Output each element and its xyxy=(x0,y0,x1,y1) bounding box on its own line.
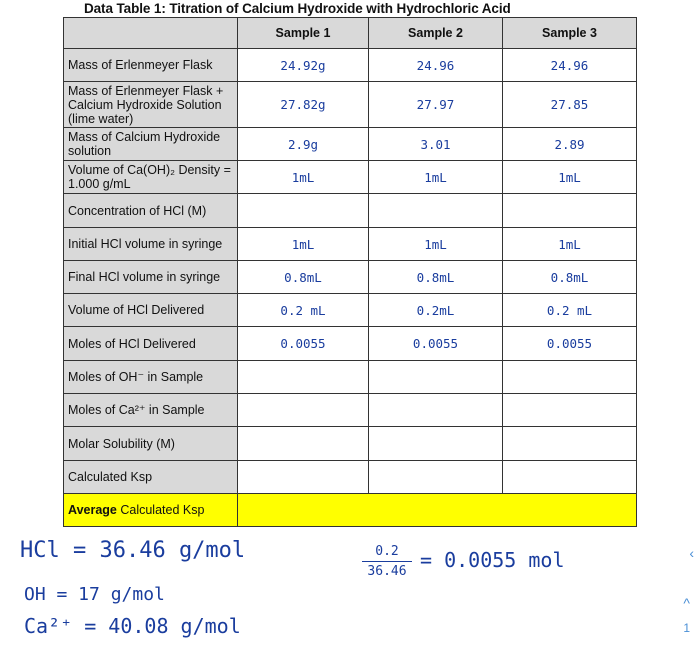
average-label xyxy=(64,494,238,527)
cell-value: 27.97 xyxy=(369,82,503,128)
table-row xyxy=(64,228,637,261)
table-row xyxy=(64,294,637,327)
cell-value: 1mL xyxy=(503,161,637,194)
cell-value xyxy=(503,361,637,394)
table-title: Data Table 1: Titration of Calcium Hydroxide with Hydrochloric Acid xyxy=(84,1,511,16)
table-row xyxy=(64,49,637,82)
page-number: 1 xyxy=(683,621,690,635)
cell-value: 2.9g xyxy=(238,128,369,161)
cell-value: 0.0055 xyxy=(238,327,369,361)
row-label: Mass of Calcium Hydroxide solution xyxy=(64,128,238,161)
page-nav xyxy=(683,545,694,635)
cell-value xyxy=(369,427,503,461)
row-label: Initial HCl volume in syringe xyxy=(64,228,238,261)
table-row xyxy=(64,327,637,361)
cell-value: 24.92g xyxy=(238,49,369,82)
row-label: Mass of Erlenmeyer Flask + Calcium Hydroxide Solution (lime water) xyxy=(64,82,238,128)
cell-value xyxy=(503,194,637,228)
row-label: Mass of Erlenmeyer Flask xyxy=(64,49,238,82)
note-fraction-result: = 0.0055 mol xyxy=(420,548,565,572)
cell-value: 0.8mL xyxy=(369,261,503,294)
cell-value: 2.89 xyxy=(503,128,637,161)
data-table xyxy=(63,17,637,527)
row-label: Molar Solubility (M) xyxy=(64,427,238,461)
average-value xyxy=(238,494,637,527)
table-row xyxy=(64,394,637,427)
cell-value: 1mL xyxy=(238,161,369,194)
header-row xyxy=(64,18,637,49)
cell-value xyxy=(369,461,503,494)
header-sample-2: Sample 2 xyxy=(369,18,503,49)
cell-value xyxy=(503,427,637,461)
cell-value xyxy=(369,194,503,228)
cell-value xyxy=(238,361,369,394)
cell-value: 1mL xyxy=(503,228,637,261)
note-oh-molar-mass: OH = 17 g/mol xyxy=(24,584,165,605)
cell-value xyxy=(238,427,369,461)
row-label: Concentration of HCl (M) xyxy=(64,194,238,228)
cell-value xyxy=(369,394,503,427)
average-label-rest: Calculated Ksp xyxy=(116,503,205,517)
row-label: Final HCl volume in syringe xyxy=(64,261,238,294)
row-label: Volume of Ca(OH)₂ Density = 1.000 g/mL xyxy=(64,161,238,194)
table-row xyxy=(64,82,637,128)
average-label-bold: Average xyxy=(68,503,117,517)
average-row xyxy=(64,494,637,527)
cell-value xyxy=(238,461,369,494)
cell-value: 24.96 xyxy=(503,49,637,82)
note-fraction xyxy=(362,544,412,579)
row-label: Volume of HCl Delivered xyxy=(64,294,238,327)
table-row xyxy=(64,161,637,194)
collapse-chevron-icon[interactable]: ‹ xyxy=(689,545,694,561)
cell-value: 27.82g xyxy=(238,82,369,128)
table-row xyxy=(64,461,637,494)
cell-value: 0.2 mL xyxy=(503,294,637,327)
cell-value: 0.0055 xyxy=(503,327,637,361)
cell-value xyxy=(503,394,637,427)
table-row xyxy=(64,261,637,294)
cell-value: 1mL xyxy=(238,228,369,261)
cell-value: 0.2 mL xyxy=(238,294,369,327)
cell-value xyxy=(238,194,369,228)
note-hcl-molar-mass: HCl = 36.46 g/mol xyxy=(20,538,246,563)
table-row xyxy=(64,194,637,228)
row-label: Calculated Ksp xyxy=(64,461,238,494)
scroll-up-icon[interactable]: ^ xyxy=(683,595,690,611)
cell-value: 1mL xyxy=(369,161,503,194)
cell-value: 0.8mL xyxy=(503,261,637,294)
cell-value: 0.2mL xyxy=(369,294,503,327)
cell-value xyxy=(238,394,369,427)
header-sample-1: Sample 1 xyxy=(238,18,369,49)
cell-value: 27.85 xyxy=(503,82,637,128)
table-row xyxy=(64,128,637,161)
fraction-bar xyxy=(362,561,412,562)
row-label: Moles of OH⁻ in Sample xyxy=(64,361,238,394)
cell-value xyxy=(503,461,637,494)
header-sample-3: Sample 3 xyxy=(503,18,637,49)
row-label: Moles of HCl Delivered xyxy=(64,327,238,361)
fraction-denominator: 36.46 xyxy=(367,564,407,579)
fraction-numerator: 0.2 xyxy=(375,544,399,559)
header-empty xyxy=(64,18,238,49)
cell-value xyxy=(369,361,503,394)
row-label: Moles of Ca²⁺ in Sample xyxy=(64,394,238,427)
note-ca-molar-mass: Ca²⁺ = 40.08 g/mol xyxy=(24,614,241,638)
table-row xyxy=(64,427,637,461)
cell-value: 1mL xyxy=(369,228,503,261)
cell-value: 3.01 xyxy=(369,128,503,161)
cell-value: 0.0055 xyxy=(369,327,503,361)
cell-value: 24.96 xyxy=(369,49,503,82)
cell-value: 0.8mL xyxy=(238,261,369,294)
table-row xyxy=(64,361,637,394)
